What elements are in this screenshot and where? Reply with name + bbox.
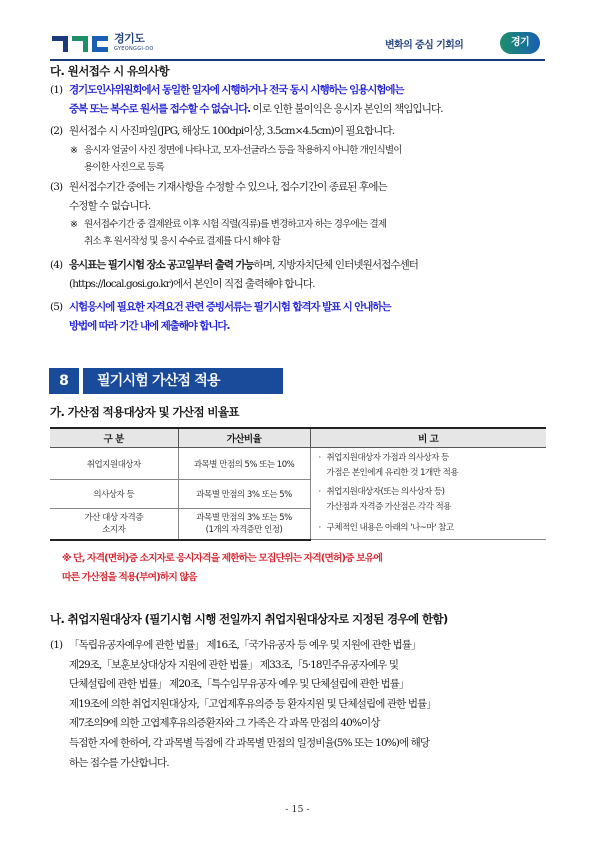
section-number: 8 <box>49 368 79 394</box>
table-header-row <box>50 428 546 448</box>
column-header: 구 분 <box>50 428 178 448</box>
list-item: (3) 원서접수기간 중에는 기재사항을 수정할 수 있으나, 접수기간이 종료된 후에는 수정할 수 없습니다. <box>50 181 387 212</box>
column-header: 가산비율 <box>178 428 310 448</box>
list-item: (2) 원서접수 시 사진파일(JPG, 해상도 100dpi이상, 3.5cm×4.5cm)이 필요합니다. <box>50 125 395 137</box>
list-item: (4) 응시표는 필기시험 장소 공고일부터 출력 가능하며, 지방자치단체 인터넷원서접수센터 (https://local.gosi.go.kr)에서 본인이 직접 출력해야 합니다. <box>50 259 419 290</box>
list-item: (5) 시험응시에 필요한 자격요건 관련 증빙서류는 필기시험 합격자 발표 시 안내하는 방법에 따라 기간 내에 제출해야 합니다. <box>50 301 391 332</box>
remark-item: · 취업지원대상자 가점과 의사상자 등 <box>318 453 449 463</box>
section-da-title: 다. 원서접수 시 유의사항 <box>50 64 170 78</box>
column-header: 비 고 <box>310 428 546 448</box>
section-ga-title: 가. 가산점 적용대상자 및 가산점 비율표 <box>50 405 239 419</box>
table-row: 취업지원대상자 과목별 만점의 5% 또는 10% · 취업지원대상자 가점과 의사상자 등 가점은 본인에게 유리한 것 1개만 적용 · 취업지원대상자(또는 의사상자 등) 가산점과 자격증 가산점은 각각 적용 · 구체적인 내용은 아래의 '나~마' 참고 <box>50 448 546 480</box>
slogan-badge: 경기 <box>500 32 540 54</box>
table-row: 가산 대상 자격증 소지자 과목별 만점의 3% 또는 5% (1개의 자격증만 인정) <box>50 508 546 539</box>
note: ※ 원서접수기간 중 결제완료 이후 시험 직렬(직류)를 변경하고자 하는 경우에는 결제 취소 후 원서작성 및 응시 수수료 결제를 다시 해야 함 <box>70 219 387 247</box>
header-divider <box>50 59 545 61</box>
remarks-cell: · 취업지원대상자 가점과 의사상자 등 가점은 본인에게 유리한 것 1개만 적용 · 취업지원대상자(또는 의사상자 등) 가산점과 자격증 가산점은 각각 적용 · 구체적인 내용은 아래의 '나~마' 참고 <box>310 448 546 540</box>
gyeonggi-logo-icon <box>50 32 112 56</box>
table-row: 의사상자 등 과목별 만점의 3% 또는 5% <box>50 480 546 508</box>
org-subtitle: GYEONGGI-DO <box>114 46 154 52</box>
section-na-title: 나. 취업지원대상자 (필기시험 시행 전일까지 취업지원대상자로 지정된 경우에 한함) <box>50 612 448 626</box>
list-item: (1) 경기도인사위원회에서 동일한 일자에 시행하거나 전국 동시 시행하는 임용시험에는 중복 또는 복수로 원서를 접수할 수 없습니다. 이로 인한 불이익은 응시자 본인의 책임입니다. <box>50 84 443 115</box>
remark-item: · 취업지원대상자(또는 의사상자 등) <box>318 487 445 497</box>
warning-note: ※ 단, 자격(면허)증 소지자로 응시자격을 제한하는 모집단위는 자격(면허)증 보유에 따른 가산점을 적용(부여)하지 않음 <box>62 553 382 583</box>
slogan-text: 변화의 중심 기회의 <box>385 40 464 51</box>
org-name: 경기도 <box>114 32 145 45</box>
bonus-rate-table <box>50 427 546 541</box>
remark-item: · 구체적인 내용은 아래의 '나~마' 참고 <box>318 523 454 533</box>
list-item: (1) 「독립유공자예우에 관한 법률」 제16조,「국가유공자 등 예우 및 지원에 관한 법률」 제29조,「보훈보상대상자 지원에 관한 법률」 제33조,「5·18민주유공자예우 및 단체설립에 관한 법률」 제20조,「특수임무유공자 예우 및 단체설립에 관한 법률」 제19조에 의한 취업지원대상자,「고엽제후유의증 등 환자지원 및 단체설립에 관한 법률」 제7조의9에 의한 고엽제후유의증환자와 그 가족은 각 과목 만점의 40%이상 득점한 자에 한하여, 각 과목별 득점에 각 과목별 만점의 일정비율(5% 또는 10%)에 해당 하는 점수를 가산합니다. <box>50 639 436 769</box>
note: ※ 응시자 얼굴이 사진 정면에 나타나고, 모자·선글라스 등을 착용하지 아니한 개인식별이 용이한 사진으로 등록 <box>70 145 402 173</box>
page-number: - 15 - <box>285 804 310 815</box>
section-title: 필기시험 가산점 적용 <box>83 368 283 394</box>
